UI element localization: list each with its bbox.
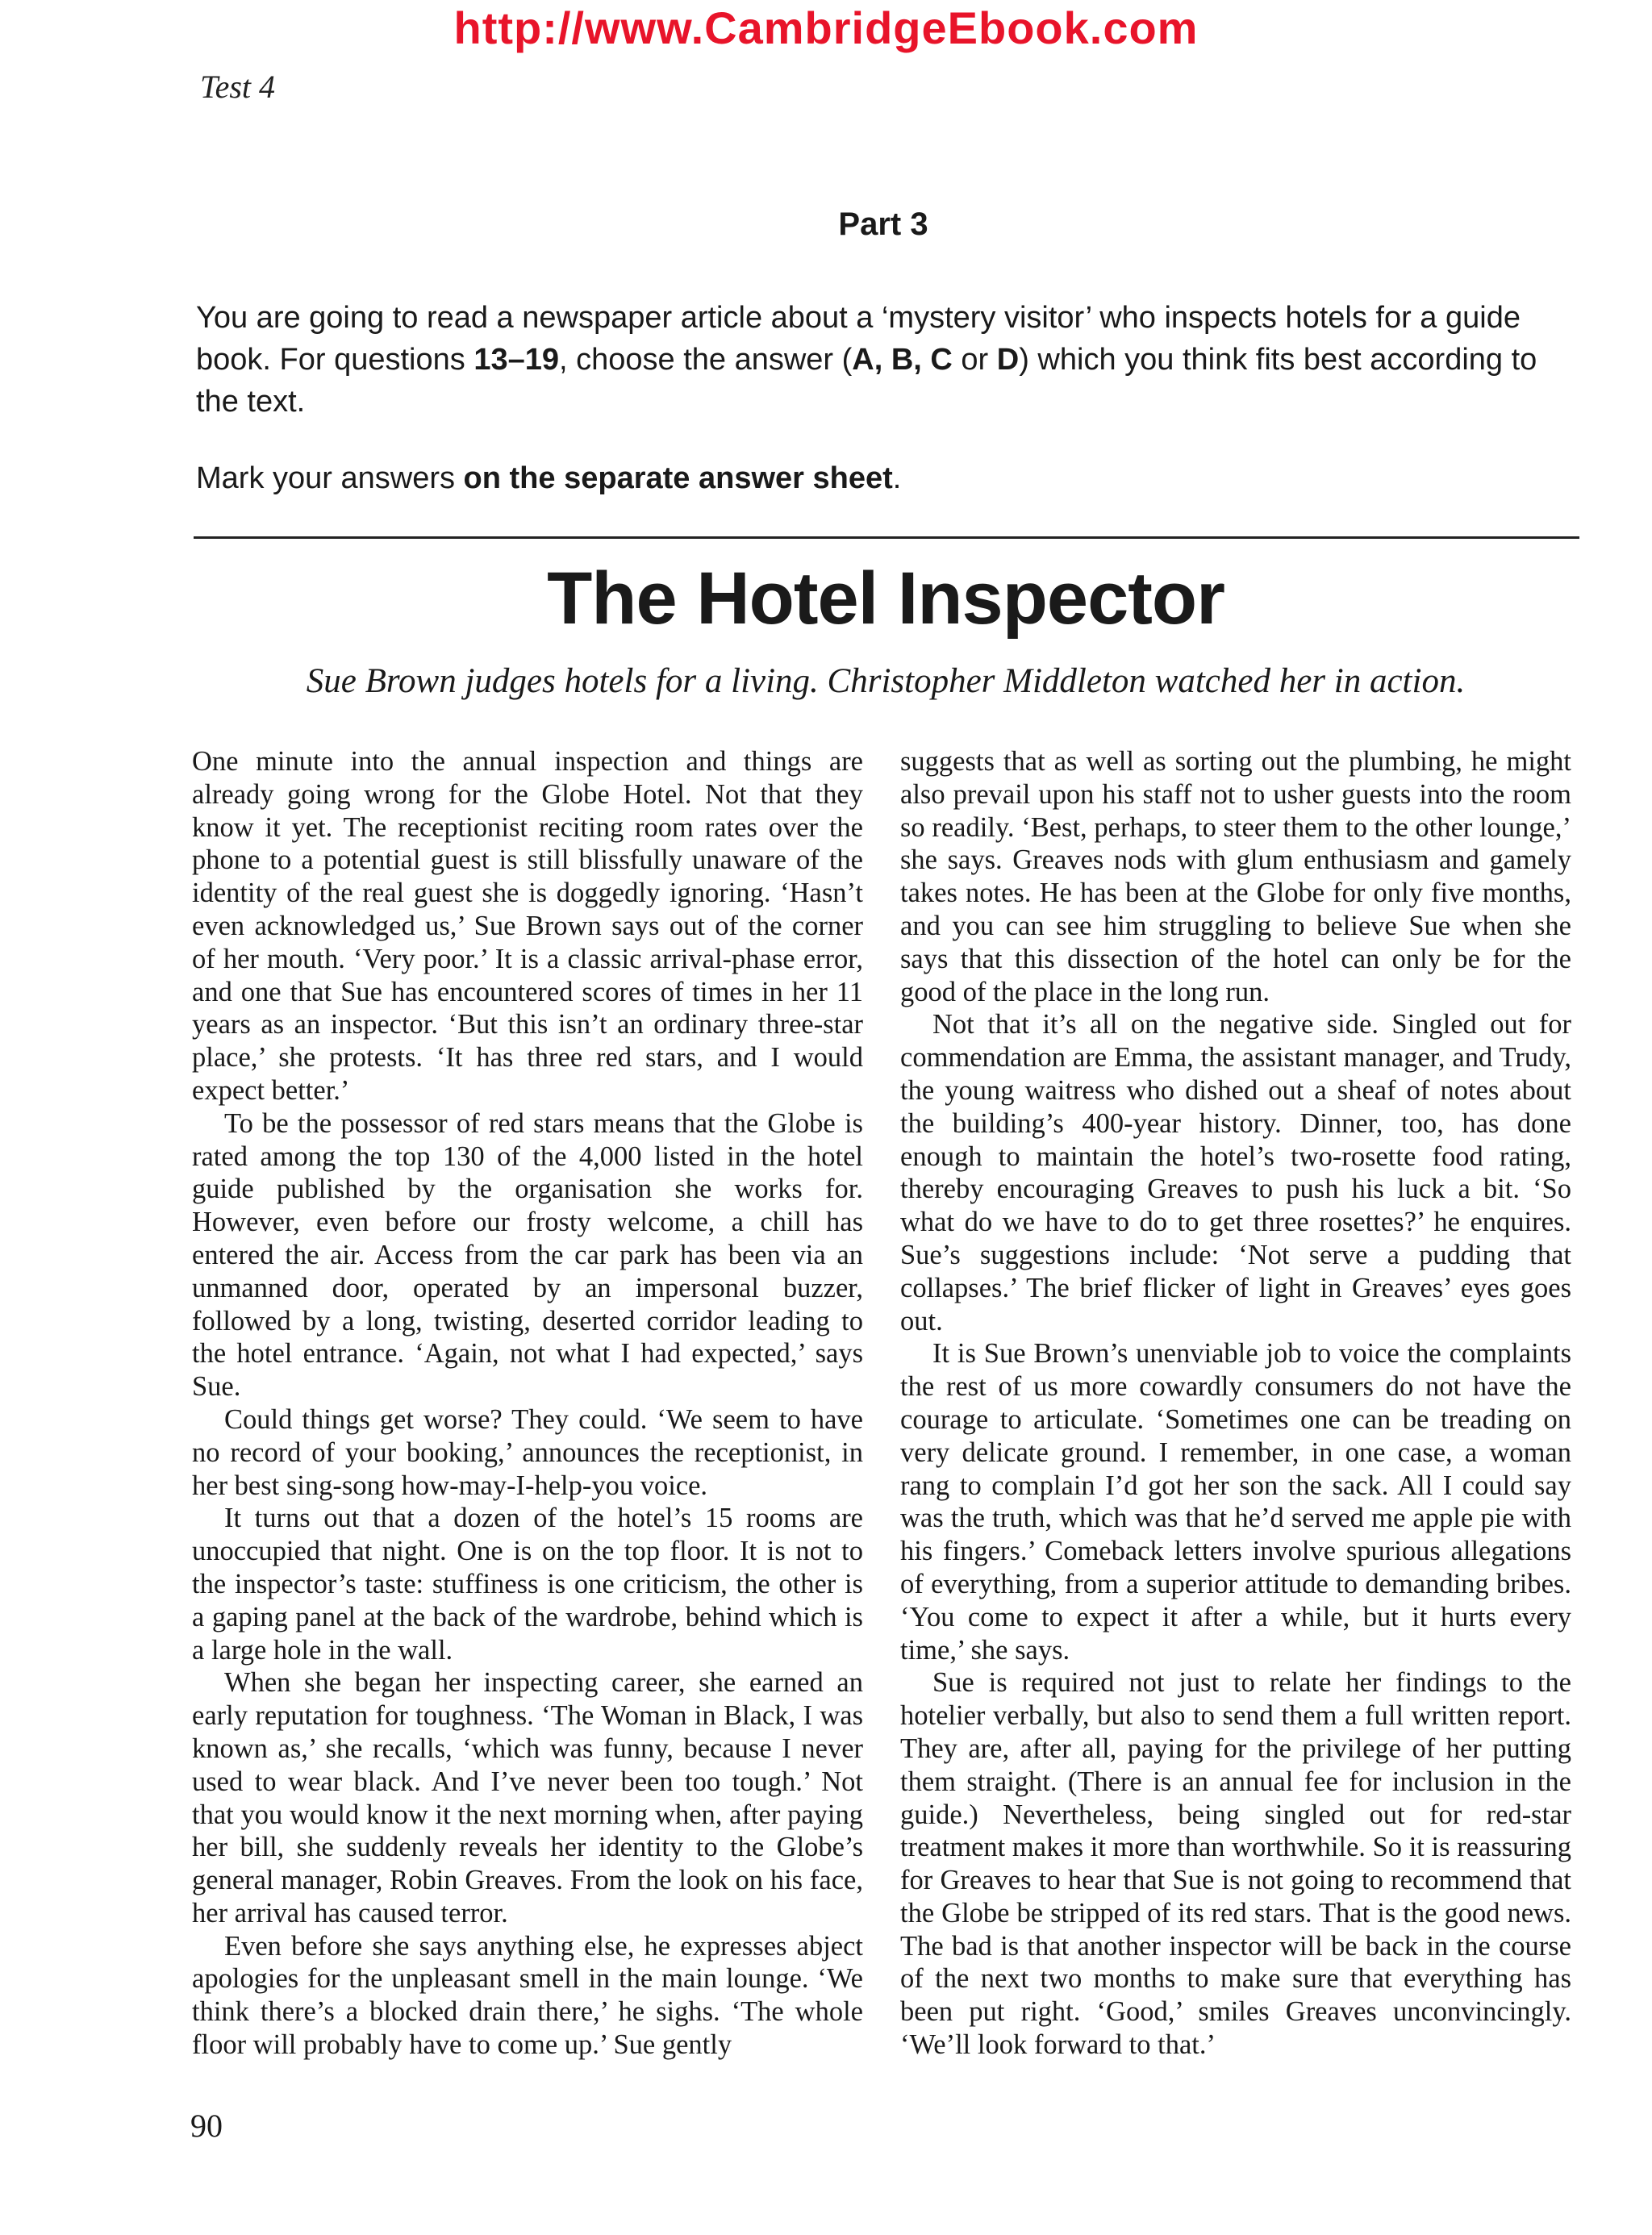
instructions-text: ) which you think fits best according to the text. — [196, 343, 1537, 419]
article-paragraph: To be the possessor of red stars means that the Globe is rated among the top 130 of the 4,000 listed in the hotel guide published by the organisation she works for. However, even before our frosty welcome, a chill has entered the air. Access from the car park has been via an unmanned door, operated by an impersonal buzzer, followed by a long, twisting, deserted corridor leading to the hotel entrance. ‘Again, not what I had expected,’ says Sue. — [192, 1107, 863, 1403]
answer-options: D — [996, 343, 1020, 377]
article-paragraph: One minute into the annual inspection and things are already going wrong for the Globe Hotel. Not that they know it yet. The receptionist reciting room rates over the phone to a potential guest is still blissfully unaware of the identity of the real guest she is doggedly ignoring. ‘Hasn’t even acknowledged us,’ Sue Brown says out of the corner of her mouth. ‘Very poor.’ It is a classic arrival-phase error, and one that Sue has encountered scores of times in her 11 years as an inspector. ‘But this isn’t an ordinary three-star place,’ she protests. ‘It has three red stars, and I would expect better.’ — [192, 746, 863, 1106]
article-paragraph: Could things get worse? They could. ‘We seem to have no record of your booking,’ announces the receptionist, in her best sing-song how-may-I-help-you voice. — [192, 1403, 863, 1501]
instructions-text: , choose the answer ( — [558, 343, 853, 377]
article-paragraph: Even before she says anything else, he expresses abject apologies for the unpleasant smell in the main lounge. ‘We think there’s a blocked drain there,’ he sighs. ‘The whole floor will probably have to come up.’ Sue gently — [192, 1930, 863, 2061]
part-title: Part 3 — [838, 206, 928, 242]
question-range: 13–19 — [473, 343, 559, 377]
mark-text: Mark your answers — [196, 461, 464, 495]
source-url[interactable]: http://www.CambridgeEbook.com — [453, 2, 1199, 53]
article-paragraph: Sue is required not just to relate her findings to the hotelier verbally, but also to send them a full written report. They are, after all, paying for the privilege of her putting them straight. (There is an annual fee for inclusion in the guide.) Nevertheless, being singled out for red-star treatment makes it more than worthwhile. So it is reassuring for Greaves to hear that Sue is not going to recommend that the Globe be stripped of its red stars. That is the good news. The bad is that another inspector will be back in the course of the next two months to make sure that everything has been put right. ‘Good,’ smiles Greaves unconvincingly. ‘We’ll look forward to that.’ — [900, 1667, 1571, 2061]
page-number: 90 — [190, 2108, 223, 2144]
horizontal-rule — [194, 536, 1579, 539]
article-column-left — [192, 745, 863, 2062]
article-paragraph: suggests that as well as sorting out the plumbing, he might also prevail upon his staff not to usher guests into the room so readily. ‘Best, perhaps, to steer them to the other lounge,’ she says. Greaves nods with glum enthusiasm and gamely takes notes. He has been at the Globe for only five months, and you can see him struggling to believe Sue when she says that this dissection of the hotel can only be for the good of the place in the long run. — [900, 746, 1571, 1007]
instructions-text: You are going to read a newspaper article about a ‘mystery visitor’ who inspects hotels for a guide book. For questions — [196, 301, 1521, 377]
instructions-text: or — [952, 343, 997, 377]
running-head: Test 4 — [200, 69, 276, 105]
mark-text: . — [892, 461, 902, 495]
answer-options: A, B, C — [852, 343, 953, 377]
article-paragraph: When she began her inspecting career, she earned an early reputation for toughness. ‘The Woman in Black, I was known as,’ she recalls, ‘which was funny, because I never used to wear black. And I’ve never been too tough.’ Not that you would know it the next morning when, after paying her bill, she suddenly reveals her identity to the Globe’s general manager, Robin Greaves. From the look on his face, her arrival has caused terror. — [192, 1667, 863, 1929]
mark-emphasis: on the separate answer sheet — [463, 461, 893, 495]
article-column-right — [900, 745, 1571, 2062]
instructions — [196, 297, 1583, 423]
article-paragraph: It is Sue Brown’s unenviable job to voice the complaints the rest of us more cowardly consumers do not have the courage to articulate. ‘Sometimes one can be treading on very delicate ground. I remember, in one case, a woman rang to complain I’d got her son the sack. All I could say was the truth, which was that he’d served me apple pie with his fingers.’ Comeback letters involve spurious allegations of everything, from a superior attitude to demanding bribes. ‘You come to expect it after a while, but it hurts every time,’ she says. — [900, 1338, 1571, 1666]
article-title: The Hotel Inspector — [547, 557, 1224, 640]
article-paragraph: It turns out that a dozen of the hotel’s 15 rooms are unoccupied that night. One is on the top floor. It is not to the inspector’s taste: stuffiness is one criticism, the other is a gaping panel at the back of the wardrobe, behind which is a large hole in the wall. — [192, 1503, 863, 1666]
article-subtitle: Sue Brown judges hotels for a living. Christopher Middleton watched her in action. — [306, 662, 1466, 700]
mark-answers-note — [196, 461, 901, 496]
article-paragraph: Not that it’s all on the negative side. Singled out for commendation are Emma, the assistant manager, and Trudy, the young waitress who dished out a sheaf of notes about the building’s 400-year history. Dinner, too, has done enough to maintain the hotel’s two-rosette food rating, thereby encouraging Greaves to push his luck a bit. ‘So what do we have to do to get three rosettes?’ he enquires. Sue’s suggestions include: ‘Not serve a pudding that collapses.’ The brief flicker of light in Greaves’ eyes goes out. — [900, 1009, 1571, 1336]
